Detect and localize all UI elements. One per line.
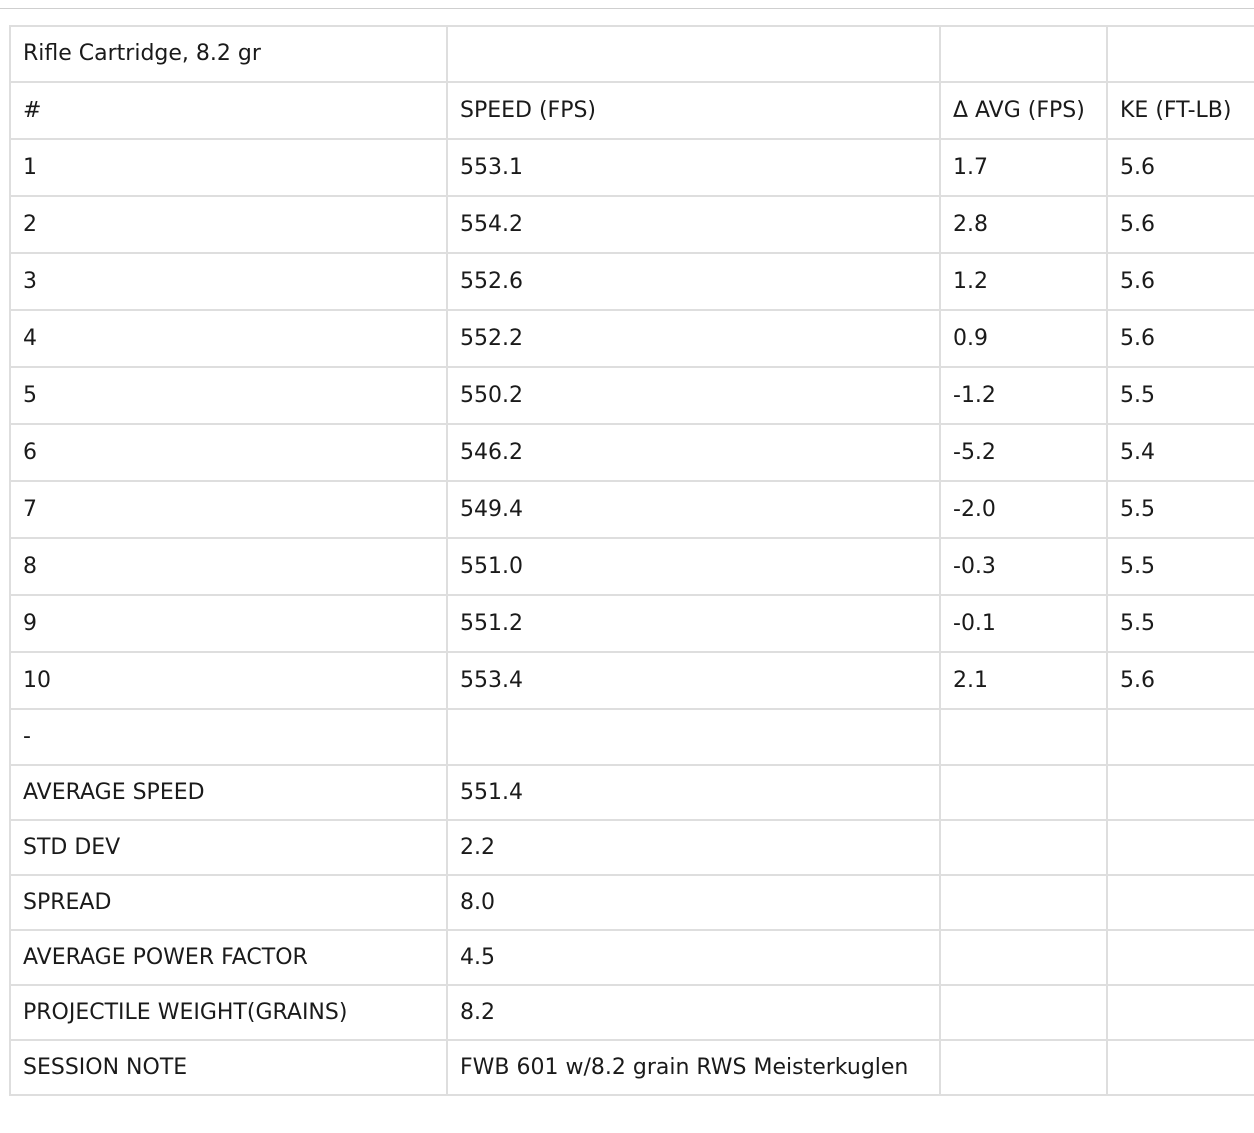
summary-value: 2.2 — [447, 820, 940, 875]
shot-row — [10, 253, 1254, 310]
summary-row — [10, 820, 1254, 875]
empty-cell — [940, 709, 1107, 765]
separator-row — [10, 709, 1254, 765]
summary-label: AVERAGE SPEED — [10, 765, 447, 820]
shot-speed: 546.2 — [447, 424, 940, 481]
empty-cell — [940, 26, 1107, 82]
header-row — [10, 82, 1254, 139]
chronograph-table — [9, 25, 1254, 1096]
shot-row — [10, 424, 1254, 481]
shot-number: 7 — [10, 481, 447, 538]
shot-delta: -0.1 — [940, 595, 1107, 652]
shot-ke: 5.5 — [1107, 367, 1254, 424]
shot-delta: 2.1 — [940, 652, 1107, 709]
shot-delta: 1.2 — [940, 253, 1107, 310]
empty-cell — [940, 985, 1107, 1040]
empty-cell — [940, 1040, 1107, 1095]
shot-ke: 5.6 — [1107, 139, 1254, 196]
summary-value: 8.2 — [447, 985, 940, 1040]
shot-ke: 5.5 — [1107, 538, 1254, 595]
shot-number: 5 — [10, 367, 447, 424]
shot-delta: -2.0 — [940, 481, 1107, 538]
summary-row — [10, 930, 1254, 985]
summary-label: SESSION NOTE — [10, 1040, 447, 1095]
summary-value: 8.0 — [447, 875, 940, 930]
empty-cell — [1107, 985, 1254, 1040]
shot-speed: 551.0 — [447, 538, 940, 595]
header-delta-avg: Δ AVG (FPS) — [940, 82, 1107, 139]
shot-speed: 554.2 — [447, 196, 940, 253]
summary-value: 4.5 — [447, 930, 940, 985]
shot-delta: 0.9 — [940, 310, 1107, 367]
summary-row — [10, 985, 1254, 1040]
shot-speed: 552.2 — [447, 310, 940, 367]
shot-delta: -5.2 — [940, 424, 1107, 481]
header-speed: SPEED (FPS) — [447, 82, 940, 139]
header-ke: KE (FT-LB) — [1107, 82, 1254, 139]
summary-label: PROJECTILE WEIGHT(GRAINS) — [10, 985, 447, 1040]
shot-ke: 5.6 — [1107, 652, 1254, 709]
shot-row — [10, 481, 1254, 538]
shot-speed: 553.4 — [447, 652, 940, 709]
shot-number: 9 — [10, 595, 447, 652]
summary-label: AVERAGE POWER FACTOR — [10, 930, 447, 985]
shot-ke: 5.6 — [1107, 310, 1254, 367]
empty-cell — [1107, 709, 1254, 765]
shot-delta: -0.3 — [940, 538, 1107, 595]
header-index: # — [10, 82, 447, 139]
shot-speed: 550.2 — [447, 367, 940, 424]
shot-delta: -1.2 — [940, 367, 1107, 424]
shot-number: 3 — [10, 253, 447, 310]
shot-speed: 553.1 — [447, 139, 940, 196]
empty-cell — [447, 26, 940, 82]
shot-row — [10, 652, 1254, 709]
summary-row — [10, 875, 1254, 930]
shot-row — [10, 196, 1254, 253]
summary-row — [10, 765, 1254, 820]
title-row — [10, 26, 1254, 82]
empty-cell — [1107, 930, 1254, 985]
shot-speed: 551.2 — [447, 595, 940, 652]
empty-cell — [447, 709, 940, 765]
empty-cell — [1107, 765, 1254, 820]
shot-ke: 5.6 — [1107, 196, 1254, 253]
shot-number: 6 — [10, 424, 447, 481]
shot-speed: 552.6 — [447, 253, 940, 310]
empty-cell — [940, 820, 1107, 875]
shot-delta: 1.7 — [940, 139, 1107, 196]
summary-label: STD DEV — [10, 820, 447, 875]
empty-cell — [1107, 1040, 1254, 1095]
shot-delta: 2.8 — [940, 196, 1107, 253]
shot-row — [10, 595, 1254, 652]
table-title: Rifle Cartridge, 8.2 gr — [10, 26, 447, 82]
shot-number: 10 — [10, 652, 447, 709]
empty-cell — [940, 875, 1107, 930]
shot-row — [10, 139, 1254, 196]
summary-value: 551.4 — [447, 765, 940, 820]
empty-cell — [1107, 820, 1254, 875]
shot-number: 4 — [10, 310, 447, 367]
summary-label: SPREAD — [10, 875, 447, 930]
shot-ke: 5.5 — [1107, 481, 1254, 538]
shot-speed: 549.4 — [447, 481, 940, 538]
shot-ke: 5.5 — [1107, 595, 1254, 652]
shot-row — [10, 538, 1254, 595]
shot-row — [10, 367, 1254, 424]
summary-row — [10, 1040, 1254, 1095]
shot-ke: 5.4 — [1107, 424, 1254, 481]
shot-ke: 5.6 — [1107, 253, 1254, 310]
empty-cell — [1107, 26, 1254, 82]
shot-row — [10, 310, 1254, 367]
shot-number: 2 — [10, 196, 447, 253]
empty-cell — [940, 765, 1107, 820]
summary-value: FWB 601 w/8.2 grain RWS Meisterkuglen — [447, 1040, 940, 1095]
empty-cell — [940, 930, 1107, 985]
empty-cell — [1107, 875, 1254, 930]
shot-number: 1 — [10, 139, 447, 196]
top-divider — [0, 8, 1254, 9]
shot-number: 8 — [10, 538, 447, 595]
separator-dash: - — [10, 709, 447, 765]
